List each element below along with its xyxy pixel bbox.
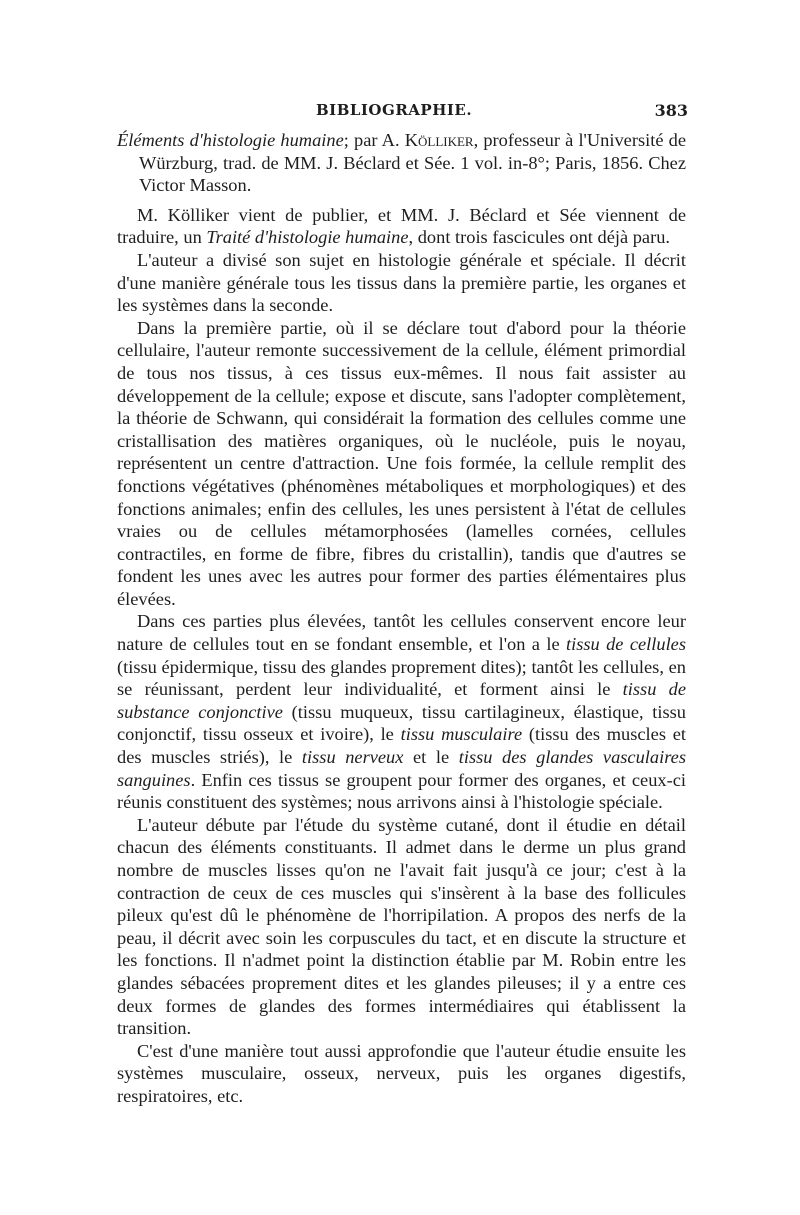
p4-text-i: et le [403,747,459,768]
entry-details: , professeur à l'Université de Würzburg, trad. de MM. J. Béclard et Sée. 1 vol. in-8°; Paris, 1856. Chez Victor Masson. [139,130,687,196]
page-body [117,129,686,1108]
paragraph-1 [117,204,686,249]
p4-text-k: . Enfin ces tissus se groupent pour former des organes, et ceux-ci réunis constituent des systèmes; nous arrivons ainsi à l'histologie spéciale. [117,769,686,813]
running-head [118,101,688,127]
p4-term-tissu-nerveux: tissu nerveux [301,747,404,768]
paragraph-2: L'auteur a divisé son sujet en histologie générale et spéciale. Il décrit d'une manière générale tous les tissus dans la première partie, les organes et les systèmes dans la seconde. [117,249,686,316]
page-number: 383 [654,101,688,120]
p4-term-tissu-musculaire: tissu musculaire [400,724,523,745]
p4-term-substance-conjonctive: tissu de substance conjonctive [117,679,687,722]
paragraph-4 [117,610,686,813]
p4-term-glandes-vasculaires: tissu des glandes vasculaires sanguines [117,747,686,790]
entry-title: Éléments d'histologie humaine [117,130,344,150]
paragraph-5: L'auteur débute par l'étude du système cutané, dont il étudie en détail chacun des éléments constituants. Il admet dans le derme un plus grand nombre de muscles lisses qu'on ne l'avait fait jusqu'à ce jour; c'est à la contraction de ceux de ces muscles qui s'insèrent à la base des follicules pileux qu'est dû le phénomène de l'horripilation. A propos des nerfs de la peau, il décrit avec soin les corpuscules du tact, et en discute la structure et les fonctions. Il n'admet point la distinction établie par M. Robin entre les glandes sébacées proprement dites et les glandes pileuses; il y a entre ces deux formes de glandes des formes intermédiaires qui établissent la transition. [117,814,686,1039]
paragraph-3: Dans la première partie, où il se déclare tout d'abord pour la théorie cellulaire, l'auteur remonte successivement de la cellule, élément primordial de tous nos tissus, à ces tissus eux-mêmes. Il nous fait assister au développement de la cellule; expose et discute, sans l'adopter complètement, la théorie de Schwann, qui considérait la formation des cellules comme une cristallisation des matières organiques, où le nucléole, puis le noyau, représentent un centre d'attraction. Une fois formée, la cellule remplit des fonctions végétatives (phénomènes métaboliques et morphologiques) et des fonctions animales; enfin des cellules, les unes persistent à l'état de cellules vraies ou de cellules métamorphosées (lamelles cornées, cellules contractiles, en forme de fibre, fibres du cristallin), tandis que d'autres se fondent les unes avec les autres pour former des parties élémentaires plus élevées. [117,317,686,609]
p1-book-title: Traité d'histologie humaine [206,227,409,248]
p4-text-c: (tissu épidermique, tissu des glandes proprement dites); tantôt les cellules, en se réunissant, perdent leur individualité, et forment ainsi le [117,656,686,700]
p4-text-e: (tissu muqueux, tissu cartilagineux, élastique, tissu conjonctif, tissu osseux et ivoire), le [117,701,686,745]
entry-separator: ; par A. [343,130,405,150]
running-head-title: BIBLIOGRAPHIE. [316,101,473,119]
p1-text-c: , dont trois fascicules ont déjà paru. [408,227,671,248]
p1-text-a: M. Kölliker vient de publier, et MM. J. Béclard et Sée viennent de traduire, un [117,204,686,248]
paragraph-6: C'est d'une manière tout aussi approfondie que l'auteur étudie ensuite les systèmes musculaire, osseux, nerveux, puis les organes digestifs, respiratoires, etc. [117,1040,686,1106]
entry-author: Kölliker [404,130,474,150]
p4-text-a: Dans ces parties plus élevées, tantôt les cellules conservent encore leur nature de cellules tout en se fondant ensemble, et l'on a le [117,611,686,655]
bibliographic-entry [117,129,686,197]
p4-term-tissu-de-cellules: tissu de cellules [566,634,687,655]
p4-text-g: (tissu des muscles et des muscles striés), le [117,724,687,768]
